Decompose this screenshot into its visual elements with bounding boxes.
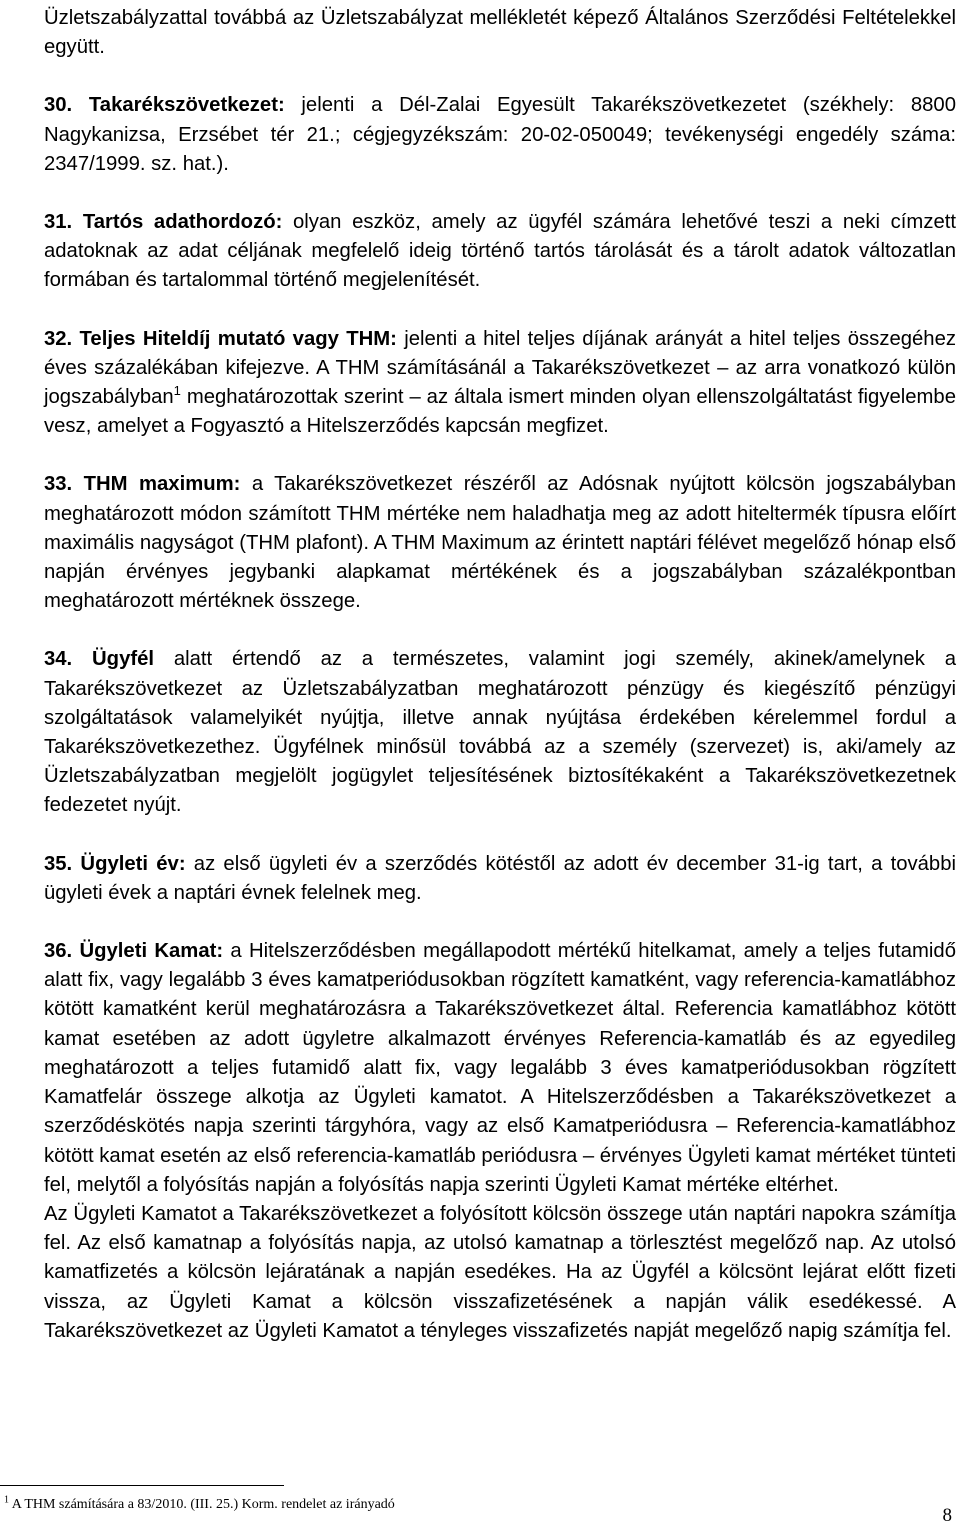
item-term: Ügyfél bbox=[92, 648, 155, 671]
item-number: 30. bbox=[44, 94, 73, 117]
footnote-mark: 1 bbox=[4, 1494, 9, 1506]
item-term: Ügyleti év: bbox=[80, 852, 186, 875]
definition-item-34 bbox=[44, 645, 956, 820]
item-text: alatt értendő az a természetes, valamint jogi személy, akinek/amelynek a Takarékszövetkezet az Üzletszabályzatban meghatározott pénzügy és kiegészítő pénzügyi szolgáltatások valamelyikét nyújtja, illetve annak nyújtása érdekében kérelemmel fordul a Takarékszövetkezethez. Ügyfélnek minősül továbbá az a személy (szervezet) is, aki/amely az Üzletszabályzatban megjelölt jogügylet teljesítésének biztosítékaként a Takarékszövetkezetnek fedezetet nyújt. bbox=[44, 648, 957, 817]
item-term: Tartós adathordozó: bbox=[82, 211, 283, 234]
item-text-continued: meghatározottak szerint – az általa ismert minden olyan ellenszolgáltatást figyelembe vesz, amelyet a Fogyasztó a Hitelszerződés kapcsán megfizet. bbox=[44, 386, 956, 438]
definition-item-30 bbox=[44, 91, 956, 179]
item-text: a Hitelszerződésben megállapodott mértékű hitelkamat, amely a teljes futamidő alatt fix, vagy legalább 3 éves kamatperiódusokban rögzített kamatként, vagy referencia-kamatlábhoz kötött kamatként kerül meghatározásra a Takarékszövetkezet által. Referencia kamatlábhoz kötött kamat esetében az adott ügyletre alkalmazott érvényes Referencia-kamatláb és az egyedileg meghatározott a teljes futamidő alatt fix, vagy legalább 3 éves kamatperiódusokban rögzített Kamatfelár összege alkotja az Ügyleti kamatot. A Hitelszerződésben a Takarékszövetkezet a szerződéskötés napja szerinti tárgyhóra, vagy az első Kamatperiódusra – Referencia-kamatlábhoz kötött kamat esetén az első referencia-kamatláb periódusra – érvényes Ügyleti kamat mértéket tünteti fel, melytől a folyósítás napján a folyósítás napja szerinti Ügyleti Kamat mértéke eltérhet. bbox=[44, 940, 956, 1196]
definition-item-35 bbox=[44, 850, 956, 908]
definition-item-33 bbox=[44, 470, 956, 616]
item-number: 36. bbox=[44, 940, 73, 963]
item-term: Takarékszövetkezet: bbox=[88, 94, 285, 117]
footnote-reference: 1 bbox=[173, 383, 181, 399]
footnote-text: A THM számítására a 83/2010. (III. 25.) Korm. rendelet az irányadó bbox=[9, 1497, 395, 1512]
item-number: 34. bbox=[44, 648, 73, 671]
footnote bbox=[4, 1496, 395, 1514]
definition-item-32 bbox=[44, 325, 956, 442]
definition-item-31 bbox=[44, 208, 956, 296]
item-text: a Takarékszövetkezet részéről az Adósnak nyújtott kölcsön jogszabályban meghatározott módon számított THM mértéke nem haladhatja meg az adott hiteltermék típusra előírt maximális nagyságot (THM plafont). A THM Maximum az érintett naptári félévet megelőző hónap első napján érvényes jegybanki alapkamat mértékének és a jogszabályban százalékpontban meghatározott mértéknek összege. bbox=[44, 473, 956, 613]
item-number: 33. bbox=[44, 473, 73, 496]
item-term: THM maximum: bbox=[83, 473, 241, 496]
intro-paragraph: Üzletszabályzattal továbbá az Üzletszabályzat mellékletét képező Általános Szerződési Feltételekkel együtt. bbox=[44, 7, 956, 59]
item-number: 31. bbox=[44, 211, 73, 234]
item-text: jelenti a hitel teljes díjának arányát a hitel teljes összegéhez éves százalékában kifejezve. A THM számításánál a Takarékszövetkezet – az arra vonatkozó külön jogszabályban bbox=[44, 327, 956, 409]
item-number: 35. bbox=[44, 852, 73, 875]
item-term: Teljes Hiteldíj mutató vagy THM: bbox=[79, 327, 397, 350]
item-text: jelenti a Dél-Zalai Egyesült Takarékszövetkezetet (székhely: 8800 Nagykanizsa, Erzsébet tér 21.; cégjegyzékszám: 20-02-050049; tevékenységi engedély száma: 2347/1999. sz. hat.). bbox=[44, 94, 956, 175]
definition-item-36-continuation: Az Ügyleti Kamatot a Takarékszövetkezet a folyósított kölcsön összege után naptári napokra számítja fel. Az első kamatnap a folyósítás napja, az utolsó kamatnap a törlesztést megelőző nap. Az utolsó kamatfizetés a kölcsön lejáratának a napján esedékes. Ha az Ügyfél a kölcsönt lejárat előtt fizeti vissza, az Ügyleti Kamat a kölcsön visszafizetésének a napján válik esedékessé. A Takarékszövetkezet az Ügyleti Kamatot a tényleges visszafizetés napját megelőző napig számítja fel. bbox=[44, 1202, 956, 1342]
item-text: az első ügyleti év a szerződés kötéstől az adott év december 31-ig tart, a további ügyleti évek a naptári évnek felelnek meg. bbox=[44, 852, 956, 904]
page-number: 8 bbox=[942, 1505, 952, 1526]
document-page bbox=[44, 4, 956, 1346]
item-text: olyan eszköz, amely az ügyfél számára lehetővé teszi a neki címzett adatoknak az adat céljának megfelelő ideig történő tartós tárolását és a tárolt adatok változatlan formában és tartalommal történő megjelenítését. bbox=[44, 211, 957, 292]
item-number: 32. bbox=[44, 327, 73, 350]
item-term: Ügyleti Kamat: bbox=[79, 940, 224, 963]
footnote-divider bbox=[0, 1485, 284, 1486]
definition-item-36 bbox=[44, 937, 956, 1200]
